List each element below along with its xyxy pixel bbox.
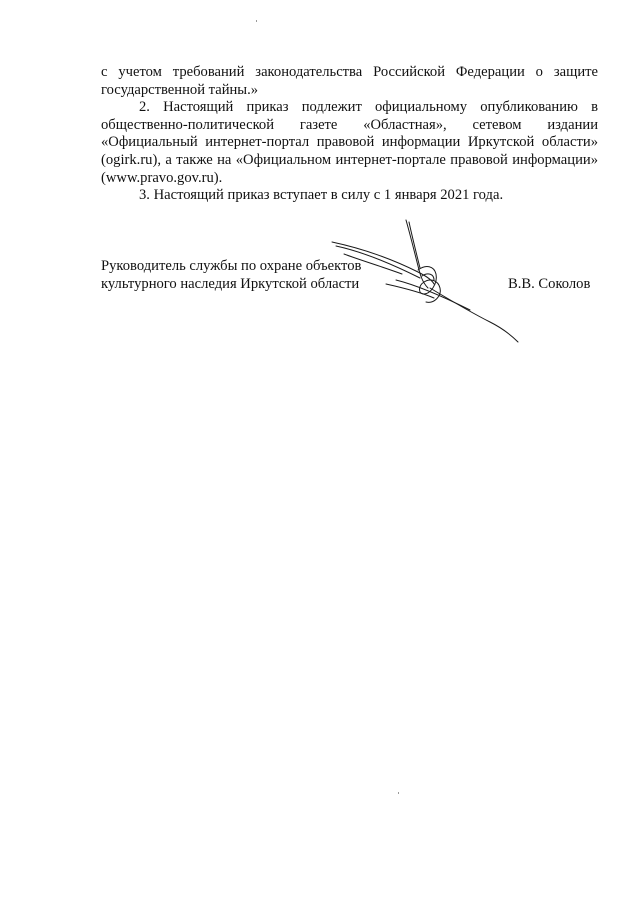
- signer-title-line-1: Руководитель службы по охране объектов: [101, 258, 362, 274]
- paragraph-publication: 2. Настоящий приказ подлежит официальному опубликованию в общественно-политической газете «Областная», сетевом издании «Официальный интернет-портал правовой информации Иркутской области» (ogirk.ru), а также на «Официальном интернет-портале правовой информации» (www.pravo.gov.ru).: [101, 99, 598, 186]
- handwritten-signature: [330, 214, 530, 349]
- scan-speck: [398, 792, 399, 794]
- signer-title-line-2: культурного наследия Иркутской области: [101, 275, 360, 292]
- paragraph-continuation: с учетом требований законодательства Российской Федерации о защите государственной тайны.»: [101, 64, 598, 98]
- signer-name: В.В. Соколов: [508, 276, 591, 292]
- scan-speck: [256, 20, 257, 22]
- paragraph-effective-date: 3. Настоящий приказ вступает в силу с 1 января 2021 года.: [139, 187, 504, 204]
- document-body: [101, 64, 598, 205]
